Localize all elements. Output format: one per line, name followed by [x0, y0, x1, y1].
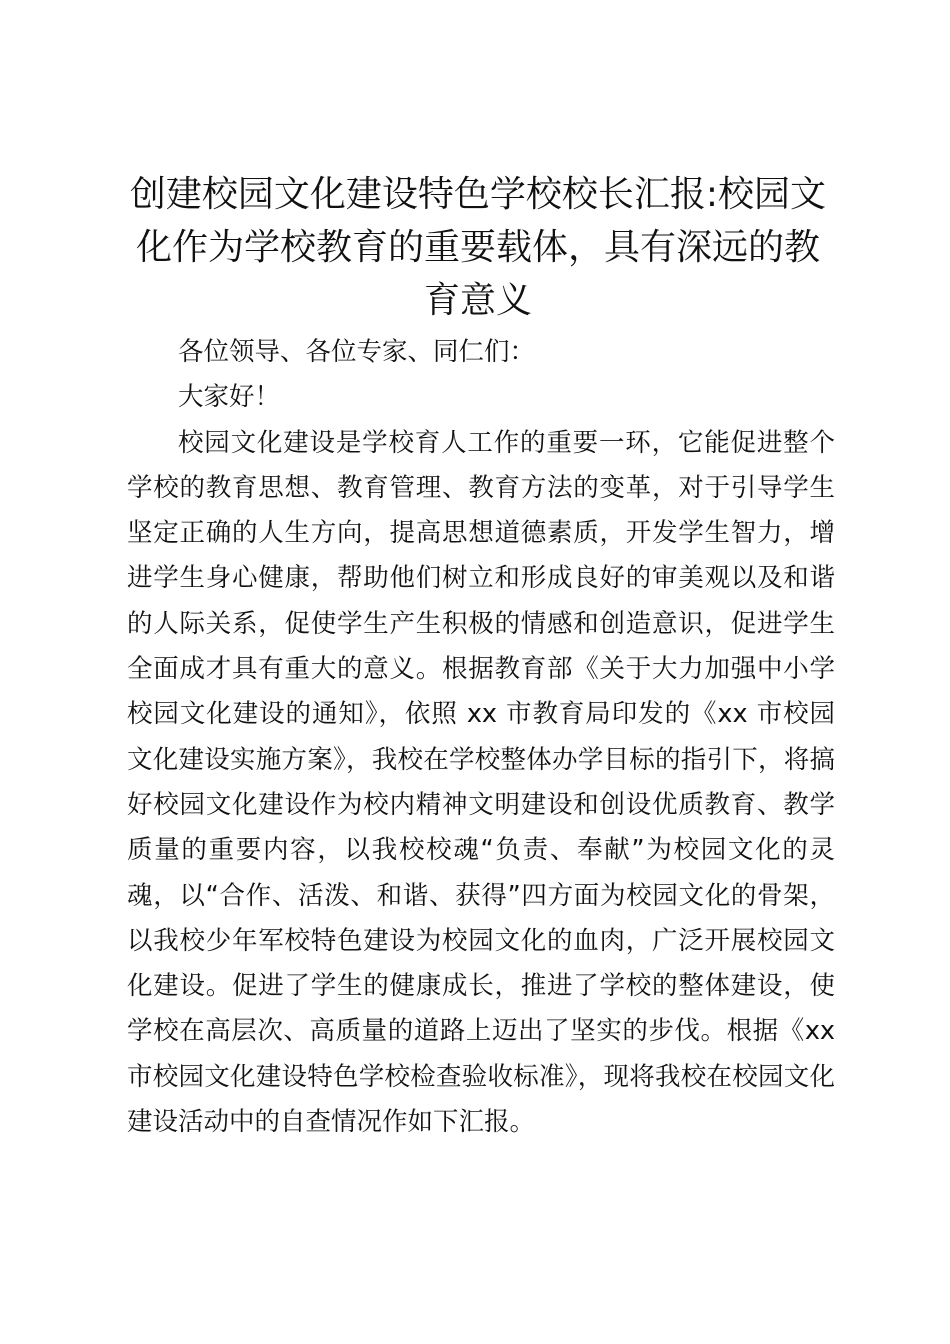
document-title: 创建校园文化建设特色学校校长汇报:校园文化作为学校教育的重要载体，具有深远的教育意义 — [129, 174, 827, 321]
body-paragraph: 校园文化建设是学校育人工作的重要一环，它能促进整个学校的教育思想、教育管理、教育方法的变革，对于引导学生坚定正确的人生方向，提高思想道德素质，开发学生智力，增进学生身心健康，帮助他们树立和形成良好的审美观以及和谐的人际关系，促使学生产生积极的情感和创造意识，促进学生全面成才具有重大的意义。根据教育部《关于大力加强中小学校园文化建设的通知》，依照 xx 市教育局印发的《xx 市校园文化建设实施方案》，我校在学校整体办学目标的指引下，将搞好校园文化建设作为校内精神文明建设和创设优质教育、教学质量的重要内容，以我校校魂“负责、奉献”为校园文化的灵魂，以“合作、活泼、和谐、获得”四方面为校园文化的骨架，以我校少年军校特色建设为校园文化的血肉，广泛开展校园文化建设。促进了学生的健康成长，推进了学校的整体建设，使学校在高层次、高质量的道路上迈出了坚实的步伐。根据《xx 市校园文化建设特色学校检查验收标准》，现将我校在校园文化建设活动中的自查情况作如下汇报。 — [127, 427, 835, 1138]
salutation: 各位领导、各位专家、同仁们： — [178, 337, 536, 367]
document-body — [127, 330, 835, 1145]
greeting: 大家好！ — [178, 382, 281, 413]
